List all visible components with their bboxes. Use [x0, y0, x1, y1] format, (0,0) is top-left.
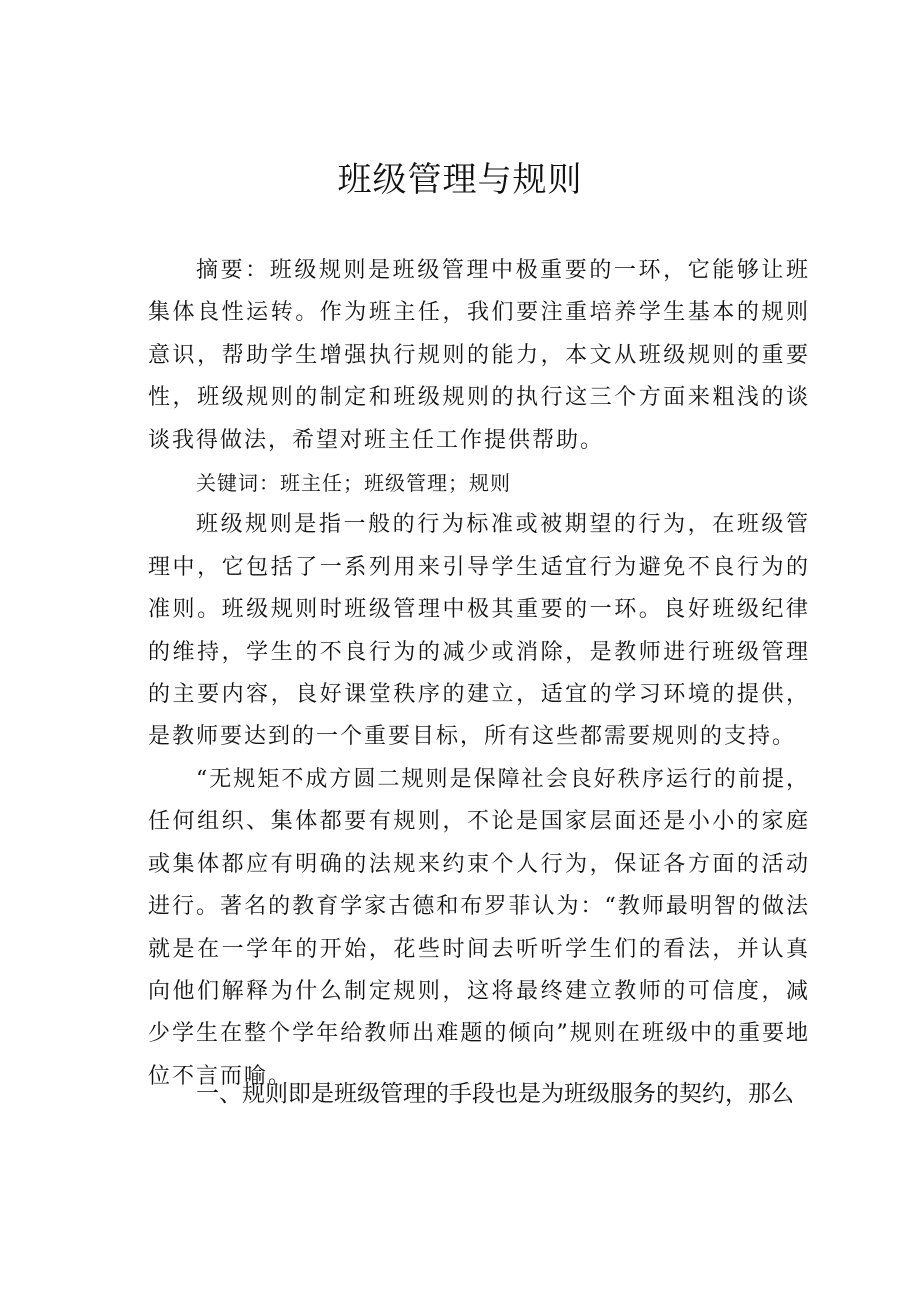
body-paragraph-2: “无规矩不成方圆二规则是保障社会良好秩序运行的前提，任何组织、集体都要有规则，不论是国家层面还是小小的家庭或集体都应有明确的法规来约束个人行为，保证各方面的活动进行。著名的教育学家古德和布罗菲认为：“教师最明智的做法就是在一学年的开始，花些时间去听听学生们的看法，并认真向他们解释为什么制定规则，这将最终建立教师的可信度，减少学生在整个学年给教师出难题的倾向”规则在班级中的重要地位不言而喻。 [148, 766, 810, 1089]
document-title: 班级管理与规则 [337, 160, 583, 200]
body-paragraph-1: 班级规则是指一般的行为标准或被期望的行为，在班级管理中，它包括了一系列用来引导学生适宜行为避免不良行为的准则。班级规则时班级管理中极其重要的一环。良好班级纪律的维持，学生的不良行为的减少或消除，是教师进行班级管理的主要内容，良好课堂秩序的建立，适宜的学习环境的提供，是教师要达到的一个重要目标，所有这些都需要规则的支持。 [148, 512, 810, 750]
document-body [148, 250, 810, 1098]
keywords-line: 关键词：班主任；班级管理；规则 [196, 471, 511, 496]
abstract-paragraph: 摘要：班级规则是班级管理中极重要的一环，它能够让班集体良性运转。作为班主任，我们要注重培养学生基本的规则意识，帮助学生增强执行规则的能力，本文从班级规则的重要性，班级规则的制定和班级规则的执行这三个方面来粗浅的谈谈我得做法，希望对班主任工作提供帮助。 [148, 258, 810, 453]
section-heading: 一、规则即是班级管理的手段也是为班级服务的契约，那么 [196, 1081, 794, 1107]
